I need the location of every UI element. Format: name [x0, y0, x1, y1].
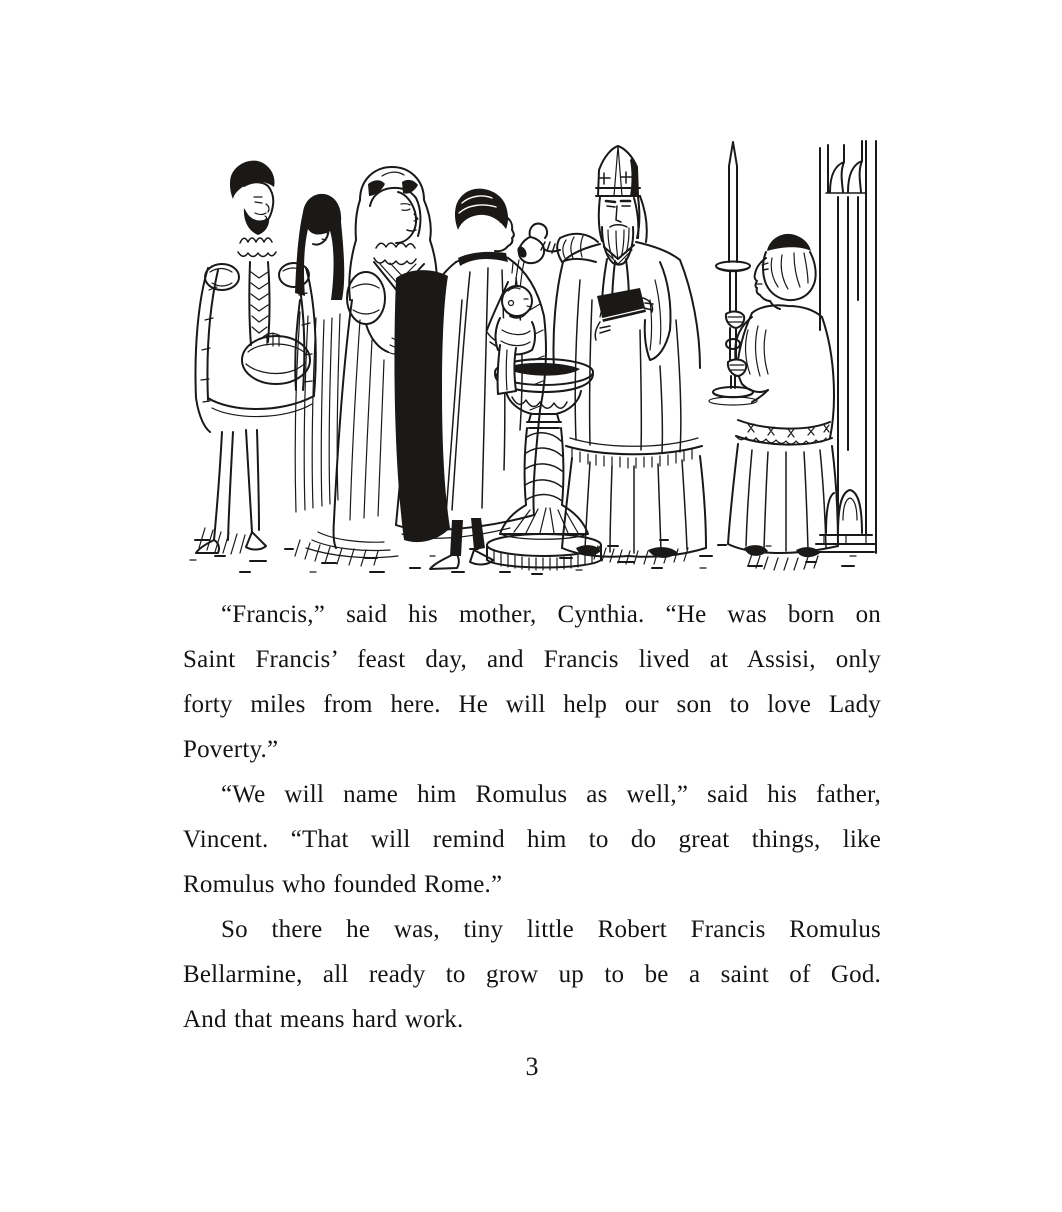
text-line: And that means hard work. [183, 1006, 464, 1033]
paragraph-1 [183, 592, 881, 772]
text-line: “We will name him Romulus as well,” said his father, [221, 781, 881, 808]
infant-figure [496, 286, 535, 394]
text-line: Saint Francis’ feast day, and Francis lived at Assisi, only [183, 646, 881, 673]
processional-candle [709, 142, 757, 405]
text-line: “Francis,” said his mother, Cynthia. “He was born on [221, 601, 881, 628]
page-number: 3 [525, 1052, 539, 1081]
baptism-illustration [180, 123, 882, 581]
text-line: Poverty.” [183, 736, 279, 763]
text-line: Bellarmine, all ready to grow up to be a saint of God. [183, 961, 881, 988]
pouring-hand-ewer [512, 224, 598, 289]
text-line: So there he was, tiny little Robert Francis Romulus [221, 916, 881, 943]
story-text [183, 592, 881, 1042]
paragraph-3 [183, 907, 881, 1042]
text-line: Romulus who founded Rome.” [183, 871, 503, 898]
text-line: Vincent. “That will remind him to do great things, like [183, 826, 881, 853]
paragraph-2 [183, 772, 881, 907]
bishop-figure [553, 146, 706, 558]
text-line: forty miles from here. He will help our son to love Lady [183, 691, 881, 718]
gothic-pillar [816, 141, 876, 553]
